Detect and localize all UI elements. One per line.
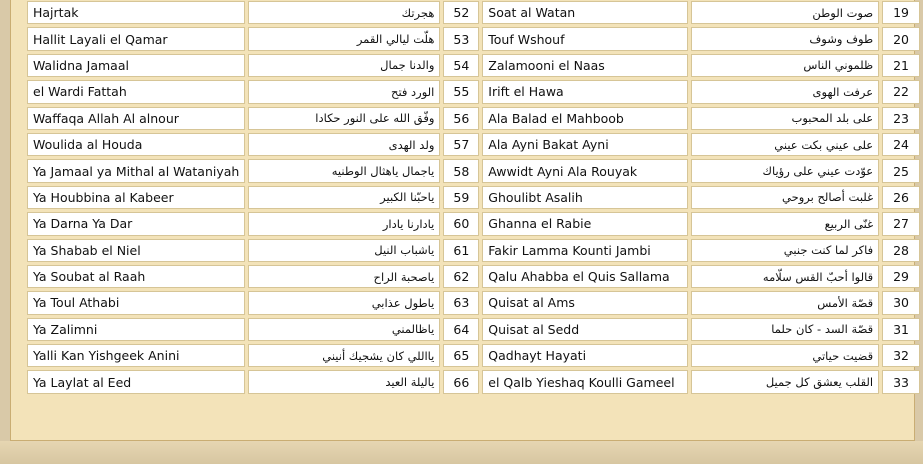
song-number: 21 xyxy=(882,54,920,77)
song-title-arabic: طوف وشوف xyxy=(691,27,879,50)
song-title-arabic: صوت الوطن xyxy=(691,1,879,24)
song-title: Ya Toul Athabi xyxy=(27,291,245,314)
song-title-arabic: ياصحبة الراح xyxy=(248,265,440,288)
song-title-arabic: قصّة الأمس xyxy=(691,291,879,314)
song-title: Soat al Watan xyxy=(482,1,688,24)
song-title-arabic: قصّة السد - كان حلما xyxy=(691,318,879,341)
song-title-arabic: هجرتك xyxy=(248,1,440,24)
song-table-body xyxy=(27,1,920,394)
song-number: 55 xyxy=(443,80,479,103)
song-title-arabic: فاكر لما كنت جنبي xyxy=(691,239,879,262)
song-number: 57 xyxy=(443,133,479,156)
song-number: 33 xyxy=(882,370,920,393)
song-title-arabic: عوّدت عيني على رؤياك xyxy=(691,159,879,182)
table-row xyxy=(27,370,920,393)
song-title: Ghoulibt Asalih xyxy=(482,186,688,209)
song-title: el Qalb Yieshaq Koulli Gameel xyxy=(482,370,688,393)
song-title: Ya Soubat al Raah xyxy=(27,265,245,288)
song-title-arabic: ياحبّنا الكبير xyxy=(248,186,440,209)
table-row xyxy=(27,186,920,209)
table-row xyxy=(27,27,920,50)
song-title: Fakir Lamma Kounti Jambi xyxy=(482,239,688,262)
song-title-arabic: الورد فتح xyxy=(248,80,440,103)
song-title-arabic: يادارنا يادار xyxy=(248,212,440,235)
song-title: Quisat al Ams xyxy=(482,291,688,314)
song-title: Ya Laylat al Eed xyxy=(27,370,245,393)
song-number: 20 xyxy=(882,27,920,50)
song-number: 59 xyxy=(443,186,479,209)
table-row xyxy=(27,1,920,24)
song-number: 54 xyxy=(443,54,479,77)
song-number: 32 xyxy=(882,344,920,367)
song-number: 58 xyxy=(443,159,479,182)
song-number: 61 xyxy=(443,239,479,262)
bottom-strip xyxy=(0,441,923,464)
song-title: Ya Houbbina al Kabeer xyxy=(27,186,245,209)
song-number: 65 xyxy=(443,344,479,367)
song-title: Ala Balad el Mahboob xyxy=(482,107,688,130)
song-title-arabic: ياجمال ياهثال الوطنيه xyxy=(248,159,440,182)
table-row xyxy=(27,318,920,341)
song-number: 56 xyxy=(443,107,479,130)
song-number: 26 xyxy=(882,186,920,209)
song-number: 52 xyxy=(443,1,479,24)
song-title: Ya Jamaal ya Mithal al Wataniyah xyxy=(27,159,245,182)
song-title: Yalli Kan Yishgeek Anini xyxy=(27,344,245,367)
song-number: 66 xyxy=(443,370,479,393)
song-number: 63 xyxy=(443,291,479,314)
song-title-arabic: ياشباب النيل xyxy=(248,239,440,262)
table-row xyxy=(27,344,920,367)
song-number: 53 xyxy=(443,27,479,50)
song-title-arabic: ياليلة العيد xyxy=(248,370,440,393)
song-title: Zalamooni el Naas xyxy=(482,54,688,77)
song-title: Waffaqa Allah Al alnour xyxy=(27,107,245,130)
song-title-arabic: على عيني بكت عيني xyxy=(691,133,879,156)
song-title: Qalu Ahabba el Quis Sallama xyxy=(482,265,688,288)
song-number: 64 xyxy=(443,318,479,341)
song-title-arabic: والدنا جمال xyxy=(248,54,440,77)
song-number: 22 xyxy=(882,80,920,103)
song-title-arabic: هلّت ليالي القمر xyxy=(248,27,440,50)
song-title-arabic: ياطول عذابي xyxy=(248,291,440,314)
song-title: Awwidt Ayni Ala Rouyak xyxy=(482,159,688,182)
table-row xyxy=(27,239,920,262)
song-title: Woulida al Houda xyxy=(27,133,245,156)
song-title-arabic: ولد الهدى xyxy=(248,133,440,156)
song-title: el Wardi Fattah xyxy=(27,80,245,103)
song-number: 25 xyxy=(882,159,920,182)
song-title: Ya Darna Ya Dar xyxy=(27,212,245,235)
song-title-arabic: غنّى الربيع xyxy=(691,212,879,235)
table-row xyxy=(27,54,920,77)
song-number: 23 xyxy=(882,107,920,130)
song-title-arabic: وفّق الله على النور حكادا xyxy=(248,107,440,130)
song-title-arabic: يااللي كان يشجيك أنيني xyxy=(248,344,440,367)
song-title-arabic: غلبت أصالح بروحي xyxy=(691,186,879,209)
table-row xyxy=(27,212,920,235)
song-title: Irift el Hawa xyxy=(482,80,688,103)
song-title: Quisat al Sedd xyxy=(482,318,688,341)
song-title-arabic: عرفت الهوى xyxy=(691,80,879,103)
song-title: Walidna Jamaal xyxy=(27,54,245,77)
song-number: 24 xyxy=(882,133,920,156)
song-number: 28 xyxy=(882,239,920,262)
song-number: 30 xyxy=(882,291,920,314)
table-row xyxy=(27,159,920,182)
song-title: Touf Wshouf xyxy=(482,27,688,50)
song-title-arabic: قالوا أحبّ القس سلّامه xyxy=(691,265,879,288)
song-title-arabic: قضيت حياتي xyxy=(691,344,879,367)
song-table xyxy=(24,0,923,397)
song-title-arabic: ياظالمني xyxy=(248,318,440,341)
song-number: 19 xyxy=(882,1,920,24)
table-row xyxy=(27,265,920,288)
table-row xyxy=(27,107,920,130)
song-title: Ya Shabab el Niel xyxy=(27,239,245,262)
table-row xyxy=(27,80,920,103)
song-title-arabic: على بلد المحبوب xyxy=(691,107,879,130)
song-title: Ala Ayni Bakat Ayni xyxy=(482,133,688,156)
table-row xyxy=(27,291,920,314)
table-row xyxy=(27,133,920,156)
song-number: 31 xyxy=(882,318,920,341)
song-title: Qadhayt Hayati xyxy=(482,344,688,367)
song-title-arabic: ظلموني الناس xyxy=(691,54,879,77)
song-title: Ya Zalimni xyxy=(27,318,245,341)
song-title: Ghanna el Rabie xyxy=(482,212,688,235)
song-title: Hallit Layali el Qamar xyxy=(27,27,245,50)
song-title-arabic: القلب يعشق كل جميل xyxy=(691,370,879,393)
song-number: 62 xyxy=(443,265,479,288)
song-number: 27 xyxy=(882,212,920,235)
song-number: 60 xyxy=(443,212,479,235)
song-title: Hajrtak xyxy=(27,1,245,24)
song-number: 29 xyxy=(882,265,920,288)
